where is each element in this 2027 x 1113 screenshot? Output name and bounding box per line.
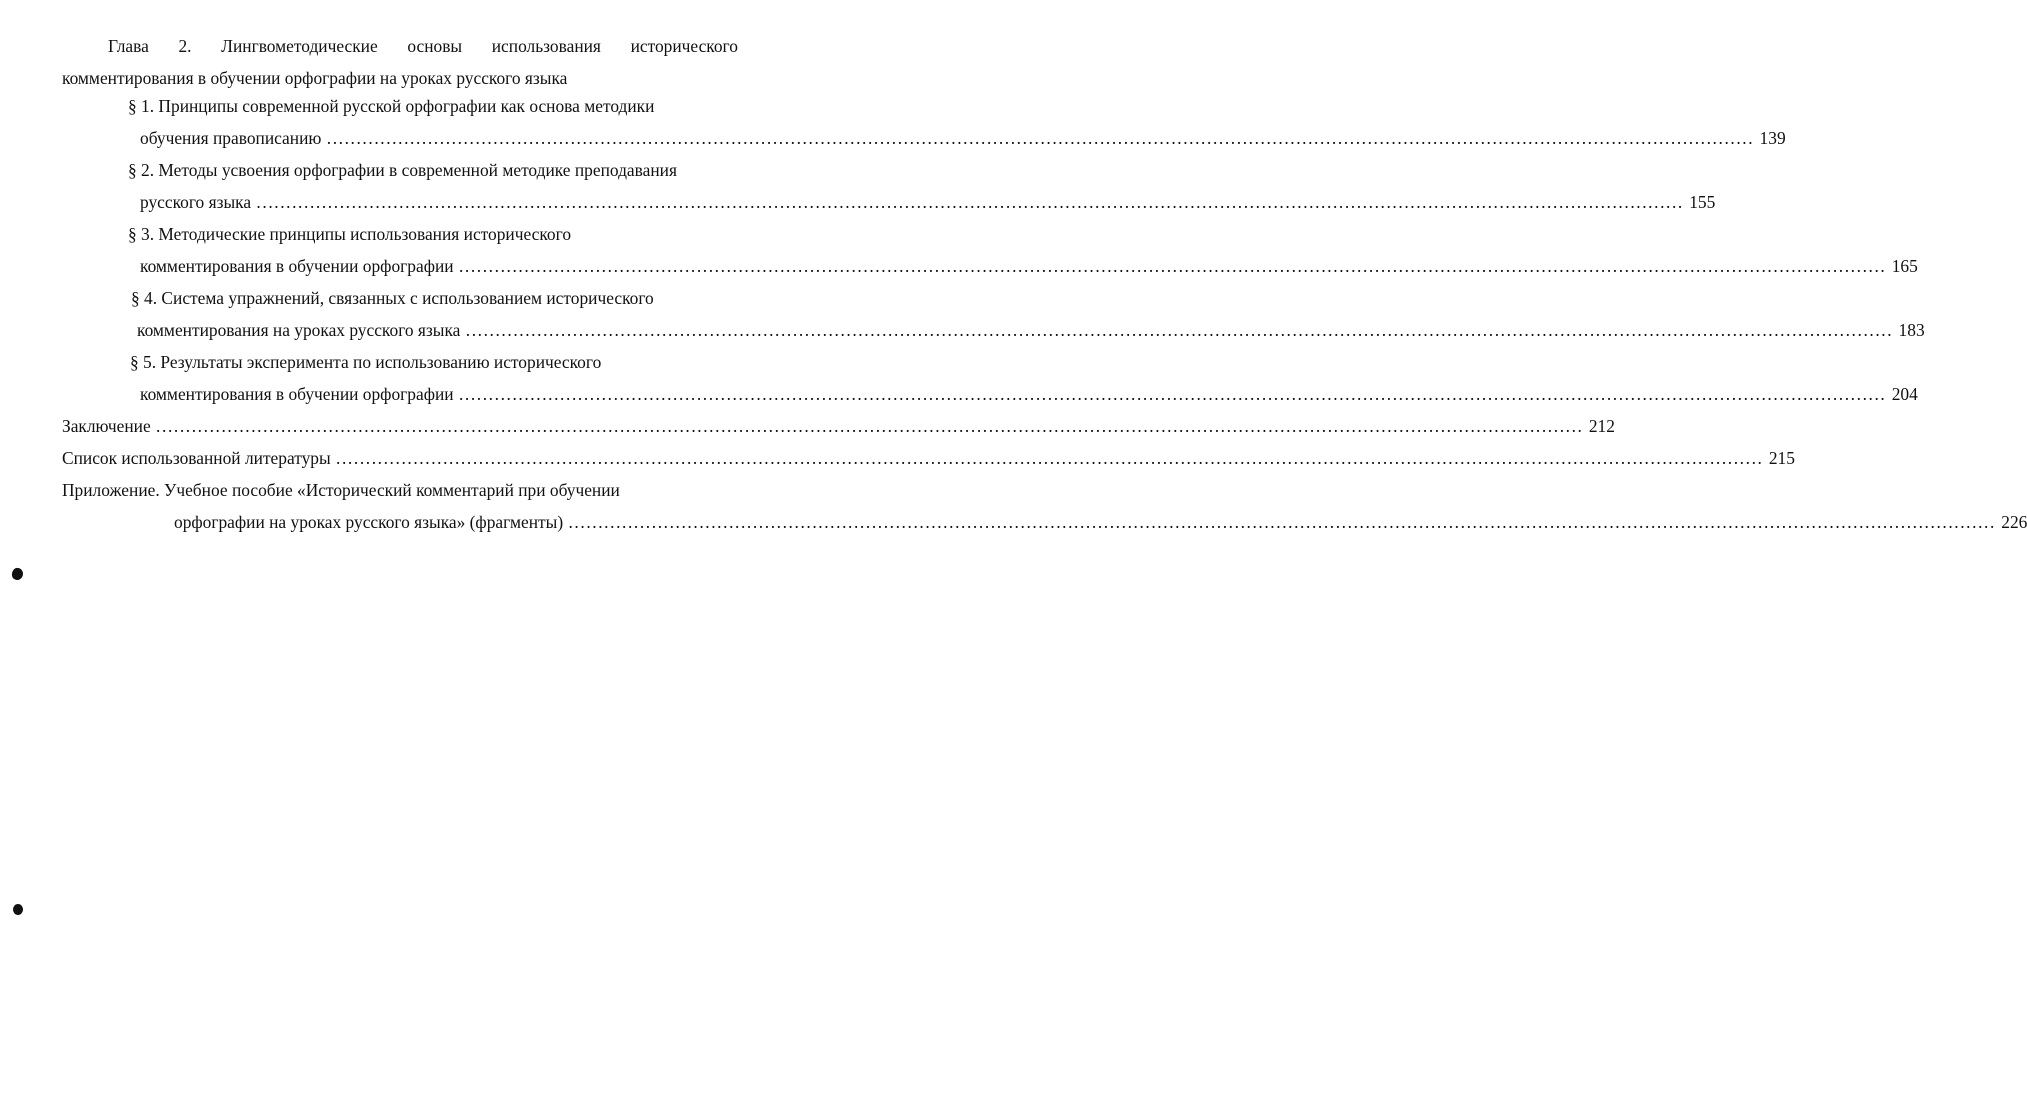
chapter-word: использования: [491, 36, 601, 56]
toc-entry-leader-line: [62, 442, 1795, 474]
chapter-word: Лингвометодические: [221, 36, 378, 56]
toc-entry-title-continued: русского языка: [140, 192, 252, 212]
toc-page-number: 165: [1891, 256, 1918, 276]
toc-entry-leader-line: [128, 122, 1786, 154]
toc-entry-section-4[interactable]: [131, 282, 1925, 346]
toc-entry-appendix[interactable]: [62, 474, 2027, 538]
toc-entry-title-continued: комментирования в обучении орфографии: [140, 384, 454, 404]
toc-entry-title-continued: комментирования в обучении орфографии: [140, 256, 454, 276]
dot-leader: [156, 416, 1583, 436]
dot-leader: [568, 512, 1995, 532]
toc-entry-section-2[interactable]: [128, 154, 1716, 218]
toc-entry-title: Список использованной литературы: [62, 448, 331, 468]
toc-page-number: 155: [1689, 192, 1716, 212]
toc-entry-section-5[interactable]: [130, 346, 1918, 410]
toc-entry-leader-line: [128, 186, 1716, 218]
dot-leader: [459, 256, 1886, 276]
toc-page-number: 204: [1891, 384, 1918, 404]
toc-entry-leader-line: [62, 410, 1615, 442]
toc-entry-title: § 3. Методические принципы использования исторического: [128, 224, 572, 244]
toc-entry-bibliography[interactable]: [62, 442, 1795, 474]
toc-entry-title-continued: комментирования на уроках русского языка: [137, 320, 461, 340]
chapter-word: Глава: [108, 36, 149, 56]
toc-entry-title-continued: орфографии на уроках русского языка» (фрагменты): [174, 512, 564, 532]
toc-entry-conclusion[interactable]: [62, 410, 1615, 442]
dot-leader: [336, 448, 1763, 468]
toc-entry-title: § 1. Принципы современной русской орфографии как основа методики: [128, 96, 655, 116]
toc-entry-leader-line: [131, 314, 1925, 346]
punch-hole-mark-icon: [10, 566, 24, 581]
chapter-word: основы: [407, 36, 463, 56]
toc-entry-section-3[interactable]: [128, 218, 1918, 282]
dot-leader: [459, 384, 1886, 404]
toc-page-number: 215: [1768, 448, 1795, 468]
toc-entry-title: § 5. Результаты эксперимента по использованию исторического: [130, 352, 602, 372]
toc-entry-title-continued: обучения правописанию: [140, 128, 322, 148]
toc-entry-title: Заключение: [62, 416, 151, 436]
chapter-heading-line-1: [62, 30, 738, 62]
toc-page-number: 212: [1588, 416, 1615, 436]
toc-entry-leader-line: [62, 506, 2027, 538]
dot-leader: [466, 320, 1893, 340]
dot-leader: [256, 192, 1683, 212]
toc-entry-section-1[interactable]: [128, 90, 1786, 154]
chapter-word: исторического: [630, 36, 738, 56]
toc-page-number: 139: [1759, 128, 1786, 148]
toc-entry-leader-line: [128, 250, 1918, 282]
dot-leader: [327, 128, 1754, 148]
chapter-word: 2.: [178, 36, 192, 56]
toc-entry-title: § 4. Система упражнений, связанных с использованием исторического: [131, 288, 654, 308]
toc-entry-leader-line: [130, 378, 1918, 410]
chapter-heading-line-2: комментирования в обучении орфографии на уроках русского языка: [62, 68, 568, 88]
toc-entry-title: § 2. Методы усвоения орфографии в современной методике преподавания: [128, 160, 677, 180]
toc-entry-title: Приложение. Учебное пособие «Исторический комментарий при обучении: [62, 480, 620, 500]
punch-hole-mark-icon: [13, 904, 23, 915]
chapter-2-heading: [62, 30, 738, 94]
toc-page-number: 183: [1898, 320, 1925, 340]
toc-page-number: 226: [2001, 512, 2027, 532]
